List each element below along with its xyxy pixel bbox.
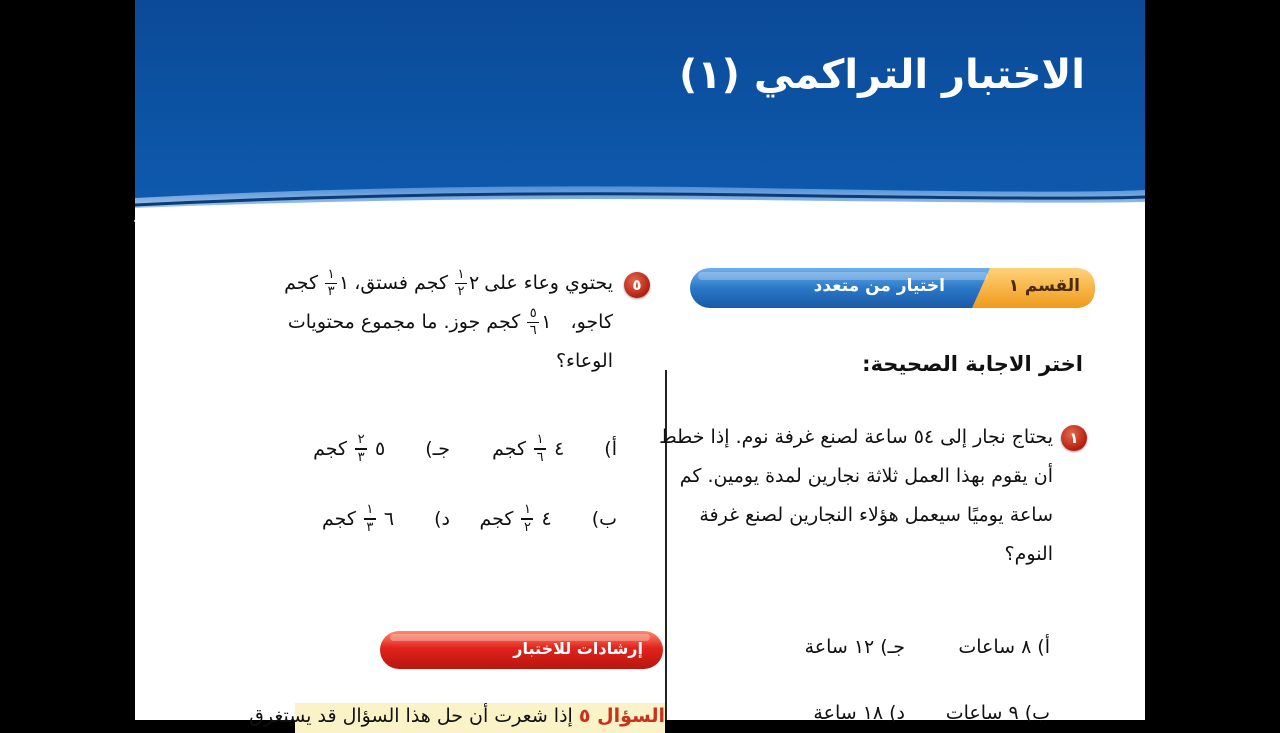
numerator: ٢ [357,432,365,447]
text-run: كجم جوز. ما مجموع محتويات [287,311,521,333]
text-run: كاجو، [570,311,613,333]
choice-label: ب) [591,507,617,530]
question-5-choice-b[interactable] [480,503,618,535]
choice-value: ١٢ ساعة [804,636,875,658]
choice-value: ٨ ساعات [958,636,1032,658]
numerator: ٥ [529,305,537,321]
instruction-text: اختر الاجابة الصحيحة: [862,352,1083,376]
question-1-line: أن يقوم بهذا العمل ثلاثة نجارين لمدة يومين. كم [679,465,1053,487]
text-run: يحتوي وعاء على [484,272,613,294]
section-banner [690,266,1095,311]
tips-text: إذا شعرت أن حل هذا السؤال قد يستغرق [249,705,573,727]
mixed-number [323,264,349,303]
question-5-choice-c[interactable] [313,433,450,465]
unit: كجم [492,437,527,460]
mixed-number [525,303,551,342]
numerator: ١ [523,502,531,517]
choice-value: ٩ ساعات [945,702,1019,724]
text-run: كجم فستق، [354,272,449,294]
choice-label: أ) [604,437,617,460]
fraction [325,268,337,300]
whole-part: ١ [541,311,552,333]
question-1-choice-b[interactable] [946,702,1050,724]
question-5-choice-d[interactable] [322,503,450,535]
section-number: القسم ١ [1008,276,1080,296]
numerator: ١ [457,266,465,282]
choice-label: د) [889,702,905,724]
unit: كجم [313,437,348,460]
textbook-page [135,0,1145,727]
choice-label: أ) [1037,636,1050,658]
question-1-line: يحتاج نجار إلى ٥٤ ساعة لصنع غرفة نوم. إذا خطط [659,426,1053,448]
question-5-text [233,264,613,381]
question-5-number: ٥ [624,272,650,298]
question-5-line: الوعاء؟ [555,350,613,372]
denominator: ٣ [327,284,335,300]
fraction [534,433,546,465]
choice-label: ب) [1024,702,1050,724]
whole-part: ٢ [469,272,480,294]
fraction [527,307,539,339]
whole-part: ٦ [383,507,395,530]
fraction [521,503,533,535]
whole-part: ٤ [554,437,565,460]
question-5-choice-a[interactable] [492,433,617,465]
text-run: كجم [284,272,319,294]
whole-part: ٤ [541,507,552,530]
choice-value: ١٨ ساعة [813,702,884,724]
choice-label: جـ) [880,636,905,658]
question-1-line: ساعة يوميًا سيعمل هؤلاء النجارين لصنع غرفة [699,504,1053,526]
unit: كجم [321,507,356,530]
choice-label: جـ) [425,437,450,460]
fraction [364,503,376,535]
denominator: ٣ [366,519,374,535]
denominator: ٢ [523,519,531,535]
question-1-number: ١ [1061,425,1087,451]
page-title: الاختبار التراكمي (١) [678,52,1085,98]
tips-text-line [249,705,665,727]
mixed-number [453,264,479,303]
unit: كجم [479,507,514,530]
question-1-choice-d[interactable] [813,702,905,724]
question-1-choice-a[interactable] [958,636,1050,658]
fraction [455,268,467,300]
denominator: ٣ [357,449,365,465]
whole-part: ١ [339,272,350,294]
tips-partial-text [249,703,665,733]
numerator: ١ [536,432,544,447]
fraction [355,433,367,465]
tips-title: إرشادات للاختبار [513,639,643,658]
question-1-line: النوم؟ [1004,543,1053,565]
denominator: ٦ [536,449,544,465]
question-1-text [659,418,1053,574]
choice-label: د) [434,507,450,530]
question-5-line [233,303,613,342]
denominator: ٢ [457,284,465,300]
section-title: اختيار من متعدد [813,276,945,296]
numerator: ١ [327,266,335,282]
question-1-choice-c[interactable] [805,636,905,658]
numerator: ١ [366,502,374,517]
denominator: ٦ [529,323,537,339]
header-band [135,0,1145,235]
test-tips-banner [380,630,663,670]
question-5-line [233,264,613,303]
tips-question-ref: السؤال ٥ [578,705,665,727]
whole-part: ٥ [375,437,386,460]
